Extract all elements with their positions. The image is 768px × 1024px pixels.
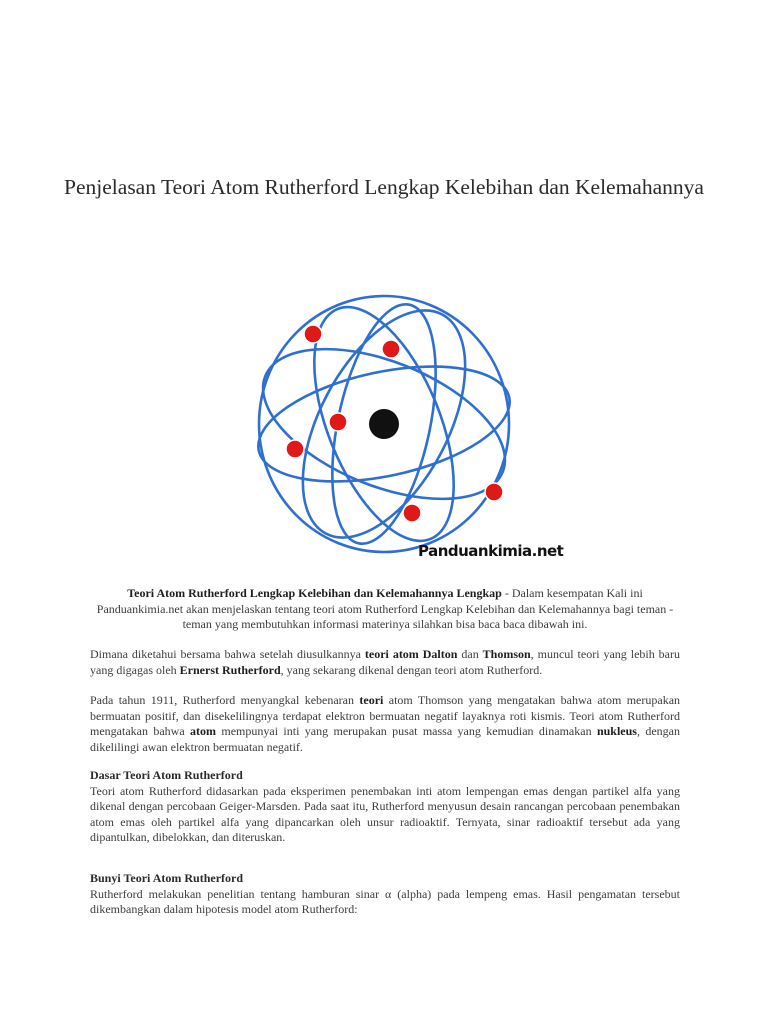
paragraph-2 — [90, 647, 680, 678]
bold-span: atom — [190, 724, 217, 738]
bold-span: Thomson — [482, 647, 531, 661]
section-text: Rutherford melakukan penelitian tentang hamburan sinar α (alpha) pada lempeng emas. Hasil pengamatan tersebut dikembangkan dalam hipotesis model atom Rutherford: — [90, 886, 680, 916]
bold-span: nukleus — [596, 724, 637, 738]
bold-span: teori atom Dalton — [364, 647, 458, 661]
text-span: , muncul teori yang lebih baru yang digagas oleh — [90, 647, 680, 677]
paragraph-3 — [90, 693, 680, 755]
text-span: , dengan dikelilingi awan elektron bermuatan negatif. — [90, 724, 680, 754]
text-span: mempunyai inti yang merupakan pusat massa yang kemudian dinamakan — [216, 724, 597, 738]
electron — [382, 340, 400, 358]
section-heading: Dasar Teori Atom Rutherford — [90, 768, 243, 782]
intro-bold: Teori Atom Rutherford Lengkap Kelebihan dan Kelemahannya Lengkap — [127, 586, 502, 600]
electron — [403, 504, 421, 522]
text-span: , yang sekarang dikenal dengan teori atom Rutherford. — [280, 662, 543, 677]
text-span: Dimana diketahui bersama bahwa setelah diusulkannya — [90, 647, 365, 661]
text-span: Pada tahun 1911, Rutherford menyangkal kebenaran — [90, 693, 360, 707]
section-heading: Bunyi Teori Atom Rutherford — [90, 871, 244, 885]
atom-model-icon — [250, 286, 564, 570]
electron — [304, 325, 322, 343]
electron — [485, 483, 503, 501]
bold-span: teori — [359, 693, 384, 707]
section-dasar — [90, 768, 680, 846]
section-text: Teori atom Rutherford didasarkan pada eksperimen penembakan inti atom lempengan emas dengan partikel alfa yang dikenal dengan percobaan Geiger-Marsden. Pada saat itu, Rutherford menyusun desain rancangan percobaan penembakan atom emas oleh partikel alfa yang dipancarkan oleh unsur radioaktif. Ternyata, sinar radioaktif tersebut ada yang dipantulkan, dibelokkan, dan diteruskan. — [90, 783, 680, 844]
nucleus — [369, 409, 399, 439]
watermark-text: Panduankimia.net — [418, 542, 564, 560]
intro-text: - Dalam kesempatan Kali ini Panduankimia.net akan menjelaskan tentang teori atom Rutherford Lengkap Kelebihan dan Kelemahannya bagi teman - teman yang membutuhkan informasi materinya silahkan bisa baca baca dibawah ini. — [96, 586, 674, 631]
page-title: Penjelasan Teori Atom Rutherford Lengkap Kelebihan dan Kelemahannya — [64, 175, 704, 199]
text-span: atom Thomson yang mengatakan bahwa atom merupakan bermuatan positif, dan disekelilingnya terdapat elektron bermuatan negatif layaknya roti kismis. Teori atom Rutherford mengatakan bahwa — [90, 693, 681, 738]
bold-span: Ernerst Rutherford — [179, 662, 281, 677]
atom-illustration — [250, 286, 564, 570]
intro-paragraph — [90, 586, 680, 633]
text-span: dan — [457, 647, 483, 661]
section-bunyi — [90, 871, 680, 918]
electron — [329, 413, 347, 431]
electron — [286, 440, 304, 458]
